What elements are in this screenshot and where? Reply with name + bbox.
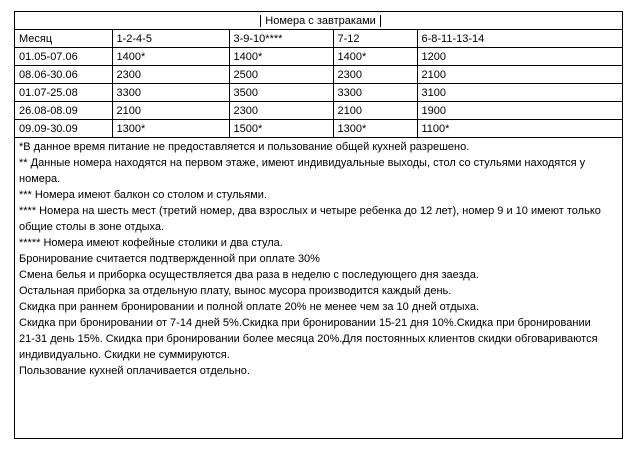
table-cell: 2500	[229, 66, 333, 84]
notes-block	[15, 138, 622, 379]
table-row	[15, 120, 622, 138]
table-cell: 09.09-30.09	[15, 120, 112, 138]
table-cell: 01.05-07.06	[15, 48, 112, 66]
table-cell: 1100*	[417, 120, 622, 138]
note-line: ** Данные номера находятся на первом этаже, имеют индивидуальные выходы, стол со стульями находятся у номера.	[19, 157, 586, 185]
table-row	[15, 102, 622, 120]
header-cell: 6-8-11-13-14	[417, 30, 622, 48]
price-sheet	[14, 11, 623, 439]
header-cell: Месяц	[15, 30, 112, 48]
table-cell: 2100	[112, 102, 229, 120]
note-line: ***** Номера имеют кофейные столики и два стула.	[19, 237, 283, 249]
table-cell: 2300	[229, 102, 333, 120]
table-cell: 3300	[333, 84, 417, 102]
table-cell: 1400*	[333, 48, 417, 66]
note-line: Скидка при бронировании от 7-14 дней 5%.Скидка при бронировании 15-21 дня 10%.Скидка при бронировании 21-31 день 15%. Скидка при бронировании более месяца 20%.Для постоянных клиентов скидки обговариваются индивидуально. Скидки не суммируются.	[19, 317, 598, 361]
table-cell: 1300*	[112, 120, 229, 138]
note-line: Остальная приборка за отдельную плату, вынос мусора производится каждый день.	[19, 285, 452, 297]
table-cell: 2300	[112, 66, 229, 84]
table-cell: 1400*	[229, 48, 333, 66]
table-cell: 26.08-08.09	[15, 102, 112, 120]
table-title: Номера с завтраками	[260, 15, 381, 27]
table-row	[15, 48, 622, 66]
table-cell: 2100	[417, 66, 622, 84]
table-cell: 3100	[417, 84, 622, 102]
note-line: Пользование кухней оплачивается отдельно.	[19, 365, 250, 377]
note-line: Скидка при раннем бронировании и полной оплате 20% не менее чем за 10 дней отдыха.	[19, 301, 480, 313]
table-cell: 3500	[229, 84, 333, 102]
header-cell: 1-2-4-5	[112, 30, 229, 48]
note-line: *В данное время питание не предоставляется и пользование общей кухней разрешено.	[19, 141, 470, 153]
table-cell: 2300	[333, 66, 417, 84]
note-line: Бронирование считается подтвержденной при оплате 30%	[19, 253, 320, 265]
note-line: *** Номера имеют балкон со столом и стульями.	[19, 189, 267, 201]
header-cell: 3-9-10****	[229, 30, 333, 48]
table-row	[15, 84, 622, 102]
header-cell: 7-12	[333, 30, 417, 48]
title-row	[15, 12, 622, 30]
price-table	[15, 12, 622, 138]
note-line: **** Номера на шесть мест (третий номер, два взрослых и четыре ребенка до 12 лет), номер 9 и 10 имеют только общие столы в зоне отдыха.	[19, 205, 601, 233]
table-cell: 01.07-25.08	[15, 84, 112, 102]
table-cell: 1900	[417, 102, 622, 120]
table-cell: 08.06-30.06	[15, 66, 112, 84]
table-cell: 1300*	[333, 120, 417, 138]
table-row	[15, 66, 622, 84]
header-row	[15, 30, 622, 48]
table-cell: 1500*	[229, 120, 333, 138]
note-line: Смена белья и приборка осуществляется два раза в неделю с последующего дня заезда.	[19, 269, 479, 281]
table-cell: 1400*	[112, 48, 229, 66]
table-title-cell	[15, 12, 622, 30]
table-cell: 2100	[333, 102, 417, 120]
table-cell: 1200	[417, 48, 622, 66]
table-cell: 3300	[112, 84, 229, 102]
